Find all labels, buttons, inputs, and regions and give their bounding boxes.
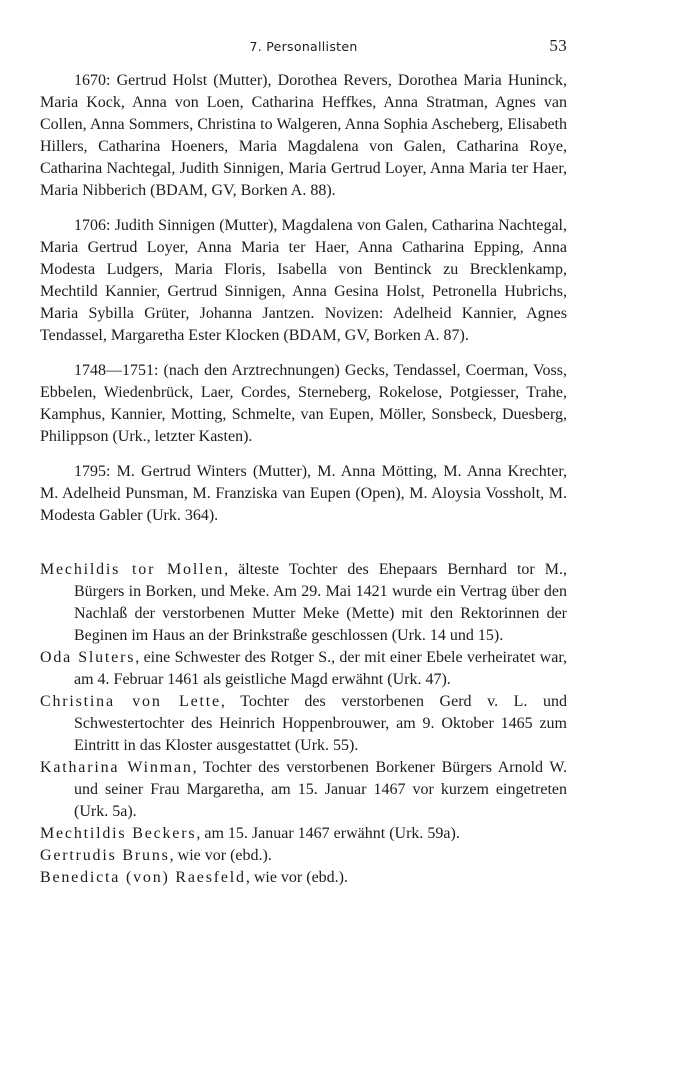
entry-text: , am 15. Januar 1467 erwähnt (Urk. 59a).	[196, 825, 460, 842]
entry-text: , Tochter des verstorbenen Borkener Bürgers Arnold W. und seiner Frau Margaretha, am 15. Januar 1467 vor kurzem eingetreten (Urk. 5a).	[74, 759, 567, 820]
entry-text: , älteste Tochter des Ehepaars Bernhard tor M., Bürgers in Borken, und Meke. Am 29. Mai 1421 wurde ein Vertrag über den Nachlaß der verstorbenen Mutter Meke (Mette) mit den Rektorinnen der Beginen im Haus an der Brinkstraße geschlossen (Urk. 14 und 15).	[74, 561, 568, 644]
entry-oda-sluters	[40, 647, 567, 691]
list-1748-1751	[40, 360, 567, 448]
entry-text: , eine Schwester des Rotger S., der mit einer Ebele verheiratet war, am 4. Februar 1461 als geistliche Magd erwähnt (Urk. 47).	[74, 649, 568, 688]
list-text: : (nach den Arztrechnungen) Gecks, Tendassel, Coerman, Voss, Ebbelen, Wiedenbrück, Laer, Cordes, Sterneberg, Rokelose, Potgiesser, Trahe, Kamphus, Kannier, Motting, Schmelte, van Eupen, Möller, Sonsbeck, Duesberg, Philippson (Urk., letzter Kasten).	[40, 362, 567, 445]
entry-mechildis-tor-mollen	[40, 559, 567, 647]
entry-name: Mechtildis Beckers	[40, 825, 197, 842]
list-text: : Judith Sinnigen (Mutter), Magdalena von Galen, Catharina Nachtegal, Maria Gertrud Loyer, Anna Maria ter Haer, Anna Catharina Epping, Anna Modesta Ludgers, Maria Floris, Isabella von Bentinck zu Brecklenkamp, Mechtild Kannier, Gertrud Sinnigen, Anna Gesina Holst, Petronella Hubrichs, Maria Sybilla Grüter, Johanna Jantzen. Novizen: Adelheid Kannier, Agnes Tendassel, Margaretha Ester Klocken (BDAM, GV, Borken A. 87).	[40, 217, 567, 344]
list-year: 1706	[74, 217, 106, 234]
entry-name: Katharina Winman	[40, 759, 193, 776]
list-text: : Gertrud Holst (Mutter), Dorothea Revers, Dorothea Maria Huninck, Maria Kock, Anna von Loen, Catharina Heffkes, Anna Stratman, Agnes van Collen, Anna Sommers, Christina to Walgeren, Anna Sophia Ascheberg, Elisabeth Hillers, Catharina Hoeners, Maria Magdalena von Galen, Catharina Roye, Catharina Nachtegal, Judith Sinnigen, Maria Gertrud Loyer, Anna Maria ter Haer, Maria Nibberich (BDAM, GV, Borken A. 88).	[40, 72, 567, 199]
running-header	[40, 36, 567, 62]
entry-name: Christina von Lette	[40, 693, 221, 710]
running-title: 7. Personallisten	[249, 39, 358, 54]
entry-christina-von-lette	[40, 691, 567, 757]
page-number: 53	[549, 36, 567, 55]
entry-gertrudis-bruns	[40, 845, 567, 867]
entry-text: , wie vor (ebd.).	[245, 869, 348, 886]
list-1706	[40, 215, 567, 347]
entry-name: Benedicta (von) Raesfeld	[40, 869, 246, 886]
person-entries	[40, 559, 567, 889]
entry-mechtildis-beckers	[40, 823, 567, 845]
list-year: 1748—1751	[74, 362, 154, 379]
list-year: 1670	[74, 72, 106, 89]
entry-name: Gertrudis Bruns	[40, 847, 170, 864]
list-year: 1795	[74, 463, 106, 480]
entry-text: , Tochter des verstorbenen Gerd v. L. und Schwestertochter des Heinrich Hoppenbrouwer, am 9. Oktober 1465 zum Eintritt in das Kloster ausgestattet (Urk. 55).	[74, 693, 568, 754]
entry-benedicta-raesfeld	[40, 867, 567, 889]
list-1795	[40, 461, 567, 527]
entry-katharina-winman	[40, 757, 567, 823]
list-1670	[40, 70, 567, 202]
entry-name: Mechildis tor Mollen	[40, 561, 225, 578]
document-page	[40, 36, 567, 889]
personnel-lists	[40, 70, 567, 527]
entry-text: , wie vor (ebd.).	[169, 847, 272, 864]
entry-name: Oda Sluters	[40, 649, 136, 666]
list-text: : M. Gertrud Winters (Mutter), M. Anna Mötting, M. Anna Krechter, M. Adelheid Punsman, M. Franziska van Eupen (Open), M. Aloysia Vossholt, M. Modesta Gabler (Urk. 364).	[40, 463, 567, 524]
